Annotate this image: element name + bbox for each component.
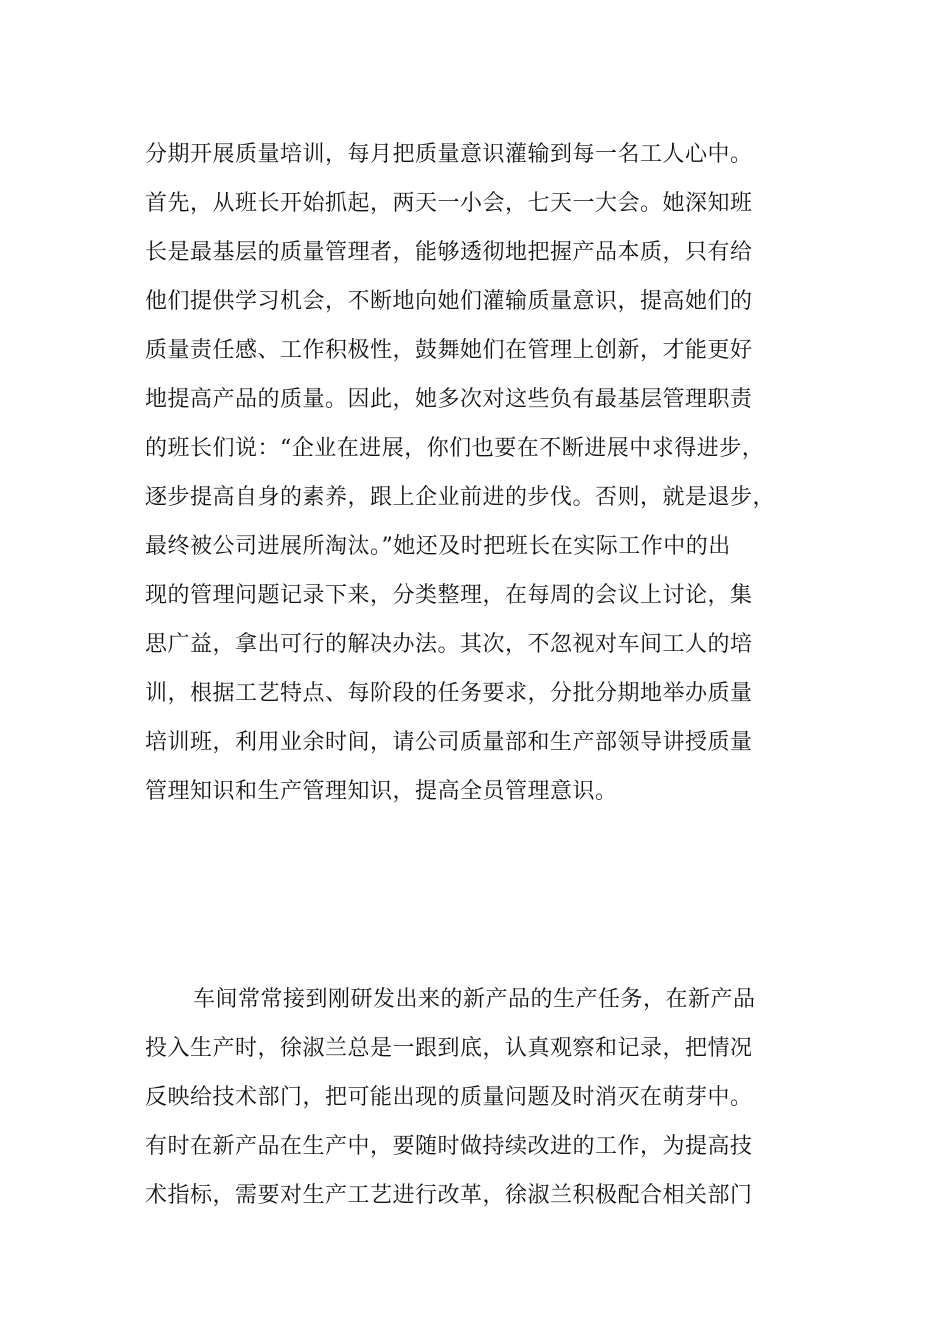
text-line: 分期开展质量培训，每月把质量意识灌输到每一名工人心中。 [145, 142, 753, 167]
text-line: 质量责任感、工作积极性，鼓舞她们在管理上创新，才能更好 [145, 338, 753, 363]
text-line: 地提高产品的质量。因此，她多次对这些负有最基层管理职责 [145, 387, 753, 412]
text-line: 首先，从班长开始抓起，两天一小会，七天一大会。她深知班 [145, 191, 753, 216]
text-line: 现的管理问题记录下来，分类整理，在每周的会议上讨论，集 [145, 583, 753, 608]
text-line: 培训班，利用业余时间，请公司质量部和生产部领导讲授质量 [145, 730, 753, 755]
text-line: 的班长们说：“企业在进展，你们也要在不断进展中求得进步， [145, 436, 765, 461]
text-line: 有时在新产品在生产中，要随时做持续改进的工作，为提高技 [145, 1134, 753, 1159]
paragraph-quality-training [145, 130, 815, 816]
paragraph-new-product [145, 975, 815, 1220]
text-line-indented: 车间常常接到刚研发出来的新产品的生产任务，在新产品 [193, 987, 756, 1012]
text-line: 投入生产时，徐淑兰总是一跟到底，认真观察和记录，把情况 [145, 1036, 753, 1061]
text-line: 反映给技术部门，把可能出现的质量问题及时消灭在萌芽中。 [145, 1085, 753, 1110]
text-line: 训，根据工艺特点、每阶段的任务要求，分批分期地举办质量 [145, 681, 753, 706]
text-line: 他们提供学习机会，不断地向她们灌输质量意识，提高她们的 [145, 289, 753, 314]
text-line: 逐步提高自身的素养，跟上企业前进的步伐。否则，就是退步， [145, 485, 776, 510]
text-line: 术指标，需要对生产工艺进行改革，徐淑兰积极配合相关部门 [145, 1183, 753, 1208]
text-line: 管理知识和生产管理知识，提高全员管理意识。 [145, 779, 618, 804]
text-line: 最终被公司进展所淘汰。”她还及时把班长在实际工作中的出 [145, 534, 731, 559]
text-line: 思广益，拿出可行的解决办法。其次，不忽视对车间工人的培 [145, 632, 753, 657]
text-line: 长是最基层的质量管理者，能够透彻地把握产品本质，只有给 [145, 240, 753, 265]
